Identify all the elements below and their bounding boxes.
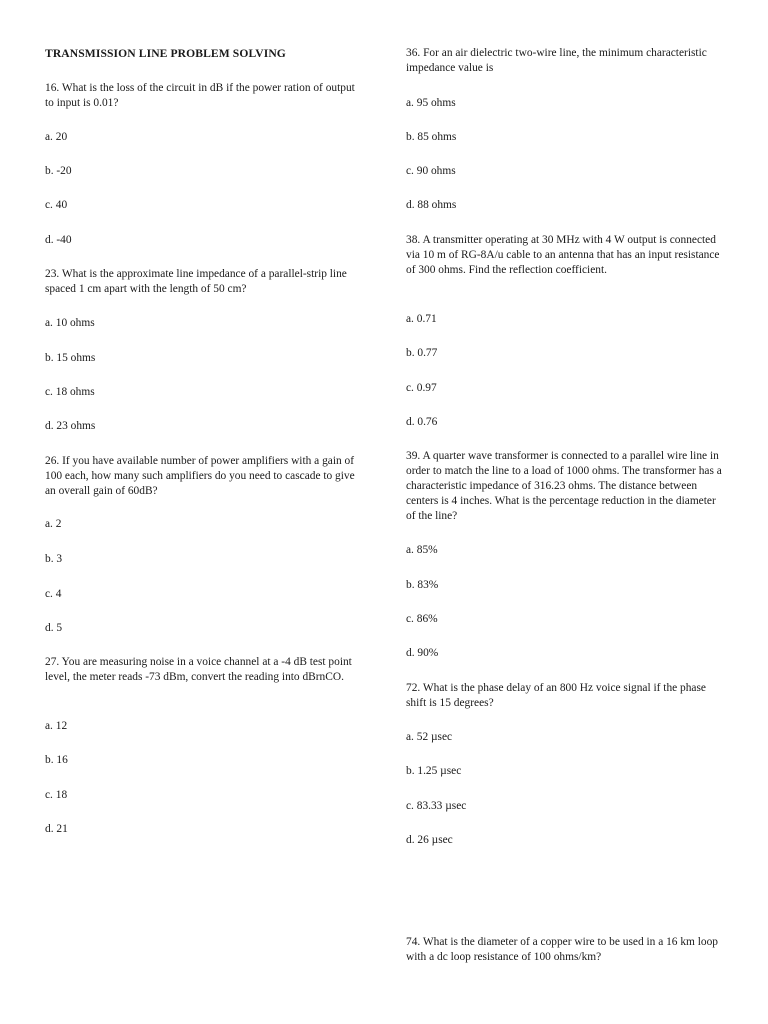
question-36-text: 36. For an air dielectric two-wire line, the minimum characteristic impedance value is	[406, 47, 707, 74]
question-38-option-d: d. 0.76	[406, 416, 438, 428]
question-39-option-d: d. 90%	[406, 647, 439, 659]
question-74-text: 74. What is the diameter of a copper wire to be used in a 16 km loop with a dc loop resistance of 100 ohms/km?	[406, 936, 718, 963]
question-39-option-a: a. 85%	[406, 544, 438, 556]
question-16-option-b: b. -20	[45, 165, 72, 177]
question-36-option-a: a. 95 ohms	[406, 97, 456, 109]
question-27-option-a: a. 12	[45, 720, 68, 732]
question-16-option-a: a. 20	[45, 131, 68, 143]
question-39-option-c: c. 86%	[406, 613, 438, 625]
question-36-option-b: b. 85 ohms	[406, 131, 457, 143]
question-39-text: 39. A quarter wave transformer is connected to a parallel wire line in order to match the line to a load of 1000 ohms. The transformer has a characteristic impedance of 316.23 ohms. The distance between centers is 4 inches. What is the percentage reduction in the diameter of the line?	[406, 450, 722, 522]
question-72-option-c: c. 83.33 µsec	[406, 800, 467, 812]
question-38-option-c: c. 0.97	[406, 382, 437, 394]
question-16-option-c: c. 40	[45, 199, 68, 211]
question-39-option-b: b. 83%	[406, 579, 439, 591]
question-36-option-d: d. 88 ohms	[406, 199, 457, 211]
question-72-option-b: b. 1.25 µsec	[406, 765, 462, 777]
page-title: TRANSMISSION LINE PROBLEM SOLVING	[45, 47, 286, 60]
question-72-option-d: d. 26 µsec	[406, 834, 453, 846]
question-16-text: 16. What is the loss of the circuit in dB if the power ration of output to input is 0.01?	[45, 82, 355, 109]
question-27-option-d: d. 21	[45, 823, 68, 835]
question-38-text: 38. A transmitter operating at 30 MHz with 4 W output is connected via 10 m of RG-8A/u cable to an antenna that has an input resistance of 300 ohms. Find the reflection coefficient.	[406, 234, 720, 276]
question-26-text: 26. If you have available number of power amplifiers with a gain of 100 each, how many such amplifiers do you need to cascade to give an overall gain of 60dB?	[45, 455, 355, 497]
question-27-text: 27. You are measuring noise in a voice channel at a -4 dB test point level, the meter reads -73 dBm, convert the reading into dBrnCO.	[45, 656, 352, 683]
question-23-option-b: b. 15 ohms	[45, 352, 96, 364]
question-26-option-d: d. 5	[45, 622, 63, 634]
question-16-option-d: d. -40	[45, 234, 72, 246]
question-23-option-a: a. 10 ohms	[45, 317, 95, 329]
question-23-option-c: c. 18 ohms	[45, 386, 95, 398]
question-23-text: 23. What is the approximate line impedance of a parallel-strip line spaced 1 cm apart with the length of 50 cm?	[45, 268, 347, 295]
question-36-option-c: c. 90 ohms	[406, 165, 456, 177]
question-72-text: 72. What is the phase delay of an 800 Hz voice signal if the phase shift is 15 degrees?	[406, 682, 706, 709]
question-26-option-a: a. 2	[45, 518, 62, 530]
question-26-option-c: c. 4	[45, 588, 62, 600]
question-27-option-b: b. 16	[45, 754, 68, 766]
question-26-option-b: b. 3	[45, 553, 63, 565]
question-27-option-c: c. 18	[45, 789, 68, 801]
question-72-option-a: a. 52 µsec	[406, 731, 453, 743]
question-38-option-a: a. 0.71	[406, 313, 437, 325]
question-23-option-d: d. 23 ohms	[45, 420, 96, 432]
question-38-option-b: b. 0.77	[406, 347, 438, 359]
